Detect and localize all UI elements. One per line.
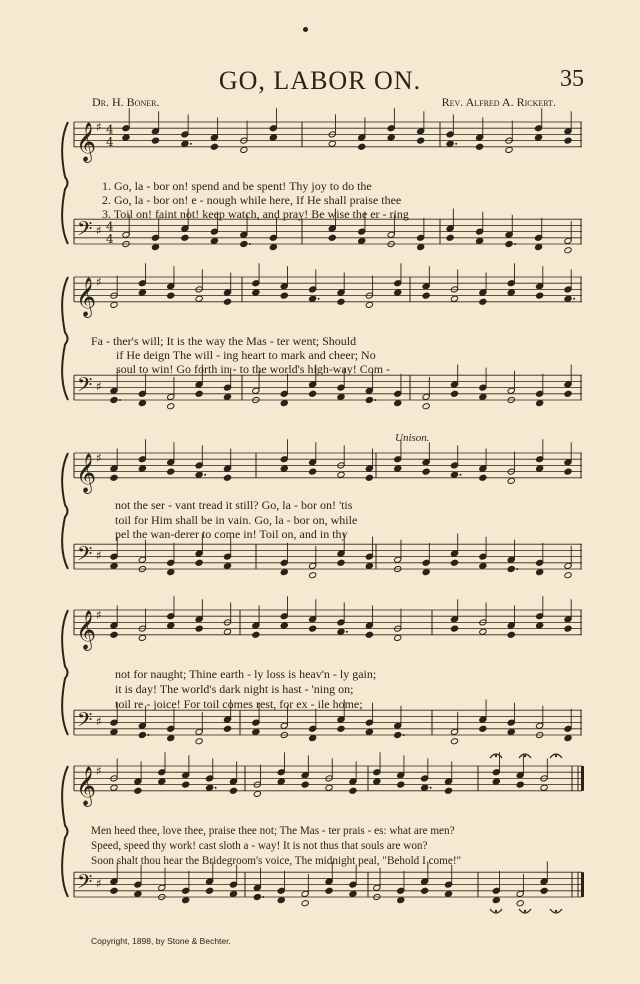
note-head: [450, 738, 458, 745]
note-head: [564, 572, 572, 579]
note-head: [337, 298, 345, 305]
note-head: [394, 289, 402, 296]
dot: [262, 896, 264, 898]
note-head: [206, 887, 214, 894]
note-head: [479, 298, 487, 305]
fermata-dot: [495, 910, 497, 912]
note-head: [195, 295, 203, 302]
note-head: [138, 289, 146, 296]
lyric-line: pel the wan-derer to come in! Toil on, and in thy: [115, 527, 348, 541]
note-head: [151, 137, 159, 144]
staff-brace: [62, 610, 68, 735]
note-head: [479, 628, 487, 635]
note-head: [252, 728, 260, 735]
note-head: [195, 390, 203, 397]
page-number: 35: [560, 66, 584, 92]
note-head: [365, 631, 373, 638]
note-head: [507, 631, 515, 638]
note-head: [507, 477, 515, 484]
note-head: [110, 562, 118, 569]
note-head: [540, 784, 548, 791]
note-head: [223, 393, 231, 400]
note-head: [394, 465, 402, 472]
note-head: [206, 784, 214, 791]
note-head: [269, 244, 277, 251]
note-head: [240, 240, 248, 247]
note-head: [564, 625, 572, 632]
note-head: [223, 474, 231, 481]
note-head: [365, 396, 373, 403]
note-head: [536, 569, 544, 576]
staff-brace: [62, 122, 68, 244]
note-head: [223, 628, 231, 635]
note-head: [229, 787, 237, 794]
note-head: [301, 900, 309, 907]
note-head: [536, 292, 544, 299]
note-head: [195, 559, 203, 566]
bass-clef: 𝄢: [77, 372, 93, 401]
bass-clef: 𝄢: [77, 869, 93, 898]
note-head: [337, 393, 345, 400]
staff-brace: [62, 453, 68, 569]
note-head: [479, 562, 487, 569]
note-head: [309, 468, 317, 475]
note-head: [365, 474, 373, 481]
lyric-line: 1. Go, la - bor on! spend and be spent! Thy joy to do the: [102, 179, 372, 193]
staff-brace: [62, 277, 68, 400]
note-head: [223, 298, 231, 305]
dot: [403, 734, 405, 736]
bass-clef: 𝄢: [77, 541, 93, 570]
note-head: [476, 237, 484, 244]
note-head: [269, 134, 277, 141]
lyric-line: soul to win! Go forth in - to the world's high-way! Com -: [116, 362, 391, 376]
time-signature-top: 4: [106, 219, 114, 234]
note-head: [516, 781, 524, 788]
dot: [514, 243, 516, 245]
dot: [573, 298, 575, 300]
note-head: [167, 735, 175, 742]
note-head: [534, 134, 542, 141]
dot: [119, 399, 121, 401]
bass-clef: 𝄢: [77, 707, 93, 736]
lyric-line: not the ser - vant tread it still? Go, la - bor on! 'tis: [115, 498, 353, 512]
note-head: [505, 240, 513, 247]
lyric-line: toil for Him shall be in vain. Go, la - bor on, while: [115, 513, 358, 527]
note-head: [158, 778, 166, 785]
note-head: [182, 781, 190, 788]
note-head: [540, 887, 548, 894]
note-head: [110, 474, 118, 481]
note-head: [349, 787, 357, 794]
lyric-line: Men heed thee, love thee, praise thee not; The Mas - ter prais - es: what are men?: [91, 825, 455, 837]
dot: [430, 787, 432, 789]
dot: [147, 734, 149, 736]
note-head: [564, 137, 572, 144]
note-head: [277, 897, 285, 904]
dot: [374, 399, 376, 401]
note-head: [181, 140, 189, 147]
note-head: [536, 400, 544, 407]
note-head: [536, 622, 544, 629]
author-credit: Rev. Alfred A. Rickert.: [441, 95, 556, 109]
note-head: [422, 292, 430, 299]
note-head: [534, 244, 542, 251]
final-barline-thick: [581, 872, 584, 897]
note-head: [110, 631, 118, 638]
unison-direction: Unison.: [395, 432, 430, 444]
note-head: [422, 403, 430, 410]
note-head: [479, 393, 487, 400]
note-head: [167, 468, 175, 475]
note-head: [446, 234, 454, 241]
note-head: [507, 565, 515, 572]
note-head: [476, 143, 484, 150]
treble-clef: 𝄞: [76, 452, 97, 493]
dot: [215, 787, 217, 789]
lyric-line: if He deign The will - ing heart to mark and cheer; No: [116, 348, 376, 362]
note-head: [358, 143, 366, 150]
note-head: [337, 471, 345, 478]
note-head: [167, 569, 175, 576]
note-head: [138, 400, 146, 407]
note-head: [505, 146, 513, 153]
copyright-notice: Copyright, 1898, by Stone & Bechter.: [91, 936, 231, 946]
bass-clef: 𝄢: [77, 216, 93, 245]
treble-clef: 𝄞: [76, 609, 97, 650]
note-head: [492, 897, 500, 904]
note-head: [444, 890, 452, 897]
note-head: [252, 631, 260, 638]
key-signature-sharp: ♯: [96, 714, 102, 729]
note-head: [365, 301, 373, 308]
note-head: [151, 244, 159, 251]
note-head: [325, 887, 333, 894]
note-head: [394, 634, 402, 641]
note-head: [417, 137, 425, 144]
note-head: [536, 465, 544, 472]
note-head: [387, 134, 395, 141]
note-head: [325, 784, 333, 791]
lyric-line: not for naught; Thine earth - ly loss is heav'n - ly gain;: [115, 667, 377, 681]
note-head: [280, 465, 288, 472]
note-head: [337, 725, 345, 732]
time-signature-bottom: 4: [106, 232, 114, 246]
note-head: [450, 295, 458, 302]
key-signature-sharp: ♯: [96, 223, 102, 238]
note-head: [309, 295, 317, 302]
treble-clef: 𝄞: [76, 276, 97, 317]
note-head: [195, 471, 203, 478]
note-head: [422, 569, 430, 576]
dot: [249, 243, 251, 245]
note-head: [450, 625, 458, 632]
lyric-line: toil re - joice! For toil comes rest, for ex - ile home;: [115, 697, 363, 711]
note-head: [421, 887, 429, 894]
note-head: [450, 559, 458, 566]
note-head: [167, 622, 175, 629]
note-head: [358, 237, 366, 244]
note-head: [422, 468, 430, 475]
note-head: [138, 465, 146, 472]
note-head: [110, 396, 118, 403]
note-head: [564, 390, 572, 397]
note-head: [240, 146, 248, 153]
note-head: [252, 289, 260, 296]
final-barline-thick: [581, 766, 584, 791]
note-head: [309, 390, 317, 397]
fermata-dot: [555, 755, 557, 757]
dot: [318, 298, 320, 300]
lyric-line: Soon shalt thou hear the Bridegroom's voice, The midnight peal, "Behold I come!": [91, 855, 462, 867]
lyric-line: Speed, speed thy work! cast sloth a - way! It is not thus that souls are won?: [91, 840, 428, 852]
key-signature-sharp: ♯: [96, 275, 102, 290]
note-head: [479, 725, 487, 732]
lyric-line: 2. Go, la - bor on! e - nough while here, If He shall praise thee: [102, 193, 402, 207]
note-head: [182, 897, 190, 904]
note-head: [110, 728, 118, 735]
note-head: [397, 897, 405, 904]
note-head: [373, 778, 381, 785]
key-signature-sharp: ♯: [96, 608, 102, 623]
note-head: [309, 735, 317, 742]
hymn-title: GO, LABOR ON.: [218, 66, 422, 95]
note-head: [167, 403, 175, 410]
note-head: [365, 562, 373, 569]
note-head: [397, 781, 405, 788]
note-head: [138, 731, 146, 738]
lyric-line: it is day! The world's dark night is hast - 'ning on;: [115, 682, 354, 696]
note-head: [337, 628, 345, 635]
note-head: [195, 625, 203, 632]
note-head: [328, 140, 336, 147]
note-head: [280, 569, 288, 576]
dot: [204, 474, 206, 476]
note-head: [167, 292, 175, 299]
note-head: [507, 289, 515, 296]
composer-credit: Dr. H. Boner.: [92, 95, 160, 109]
note-head: [365, 728, 373, 735]
note-head: [516, 900, 524, 907]
note-head: [280, 622, 288, 629]
note-head: [450, 471, 458, 478]
key-signature-sharp: ♯: [96, 548, 102, 563]
note-head: [421, 784, 429, 791]
note-head: [280, 400, 288, 407]
note-head: [110, 887, 118, 894]
fermata-dot: [524, 755, 526, 757]
note-head: [309, 625, 317, 632]
dot: [190, 143, 192, 145]
note-head: [349, 890, 357, 897]
note-head: [564, 295, 572, 302]
lyric-line: 3. Toil on! faint not! keep watch, and pray! Be wise the er - ring: [102, 207, 409, 221]
note-head: [253, 893, 261, 900]
fermata-dot: [495, 755, 497, 757]
note-head: [280, 292, 288, 299]
treble-clef: 𝄞: [76, 121, 97, 162]
note-head: [138, 634, 146, 641]
note-head: [277, 778, 285, 785]
note-head: [253, 790, 261, 797]
note-head: [301, 781, 309, 788]
key-signature-sharp: ♯: [96, 451, 102, 466]
note-head: [181, 234, 189, 241]
note-head: [446, 140, 454, 147]
note-head: [394, 731, 402, 738]
note-head: [564, 735, 572, 742]
note-head: [309, 572, 317, 579]
note-head: [210, 143, 218, 150]
dot: [460, 474, 462, 476]
note-head: [394, 400, 402, 407]
lyric-line: Fa - ther's will; It is the way the Mas - ter went; Should: [91, 334, 357, 348]
note-head: [444, 787, 452, 794]
fermata-dot: [555, 910, 557, 912]
note-head: [110, 301, 118, 308]
note-head: [328, 234, 336, 241]
note-head: [450, 390, 458, 397]
dot: [346, 631, 348, 633]
note-head: [417, 244, 425, 251]
treble-clef: 𝄞: [76, 765, 97, 806]
key-signature-sharp: ♯: [96, 764, 102, 779]
note-head: [479, 474, 487, 481]
note-head: [134, 787, 142, 794]
note-head: [195, 738, 203, 745]
time-signature-bottom: 4: [106, 134, 114, 149]
fermata-dot: [524, 910, 526, 912]
note-head: [564, 468, 572, 475]
key-signature-sharp: ♯: [96, 379, 102, 394]
note-head: [223, 562, 231, 569]
key-signature-sharp: ♯: [96, 876, 102, 891]
note-head: [122, 134, 130, 141]
note-head: [134, 890, 142, 897]
time-signature-top: 4: [106, 122, 114, 137]
note-head: [223, 725, 231, 732]
note-head: [337, 559, 345, 566]
note-head: [210, 237, 218, 244]
note-head: [564, 247, 572, 254]
staff-brace: [62, 766, 68, 897]
note-head: [507, 728, 515, 735]
dot: [516, 568, 518, 570]
note-head: [110, 784, 118, 791]
note-head: [492, 778, 500, 785]
note-head: [229, 890, 237, 897]
key-signature-sharp: ♯: [96, 120, 102, 135]
dot: [455, 143, 457, 145]
